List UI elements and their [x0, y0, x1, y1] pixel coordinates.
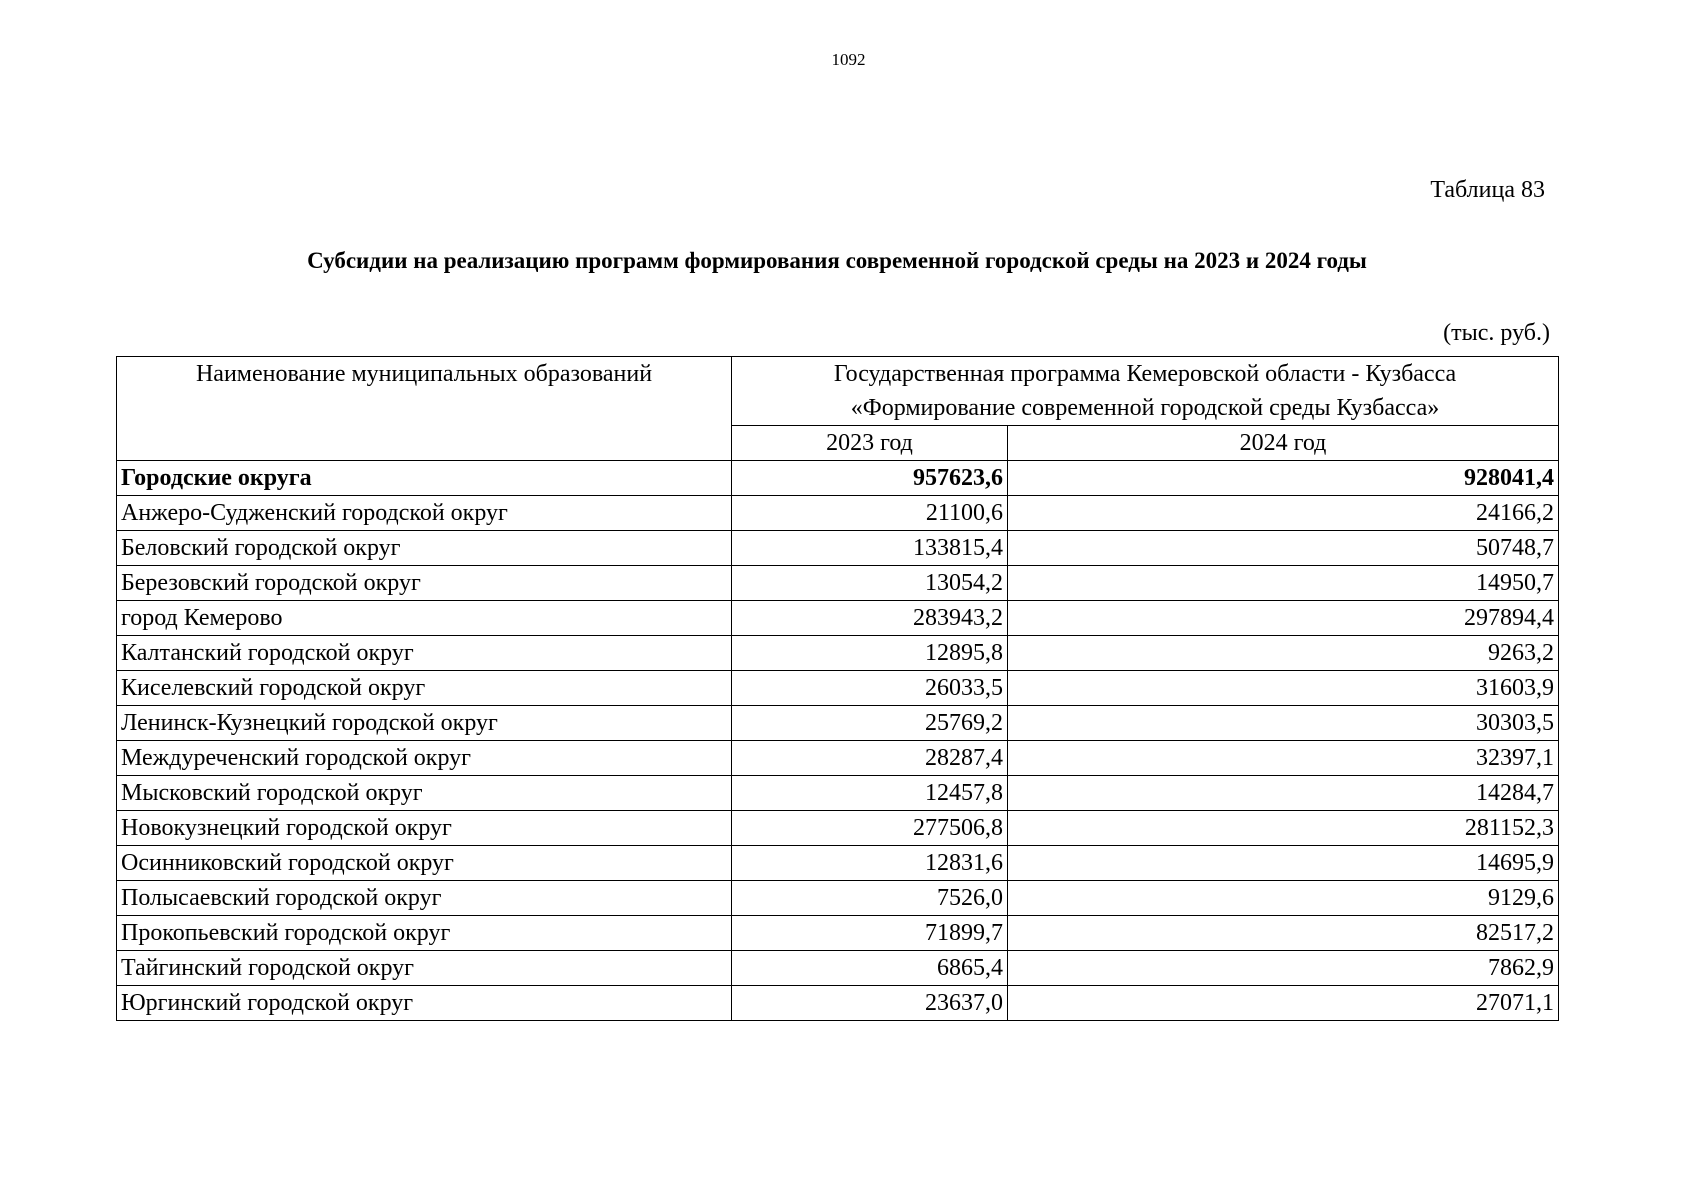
units-label: (тыс. руб.) — [1443, 320, 1550, 346]
value-2024-cell: 24166,2 — [1008, 496, 1559, 531]
value-2023-cell: 12457,8 — [732, 776, 1008, 811]
municipality-name-cell: Юргинский городской округ — [117, 986, 732, 1021]
table-row — [117, 671, 1559, 706]
header-year-2023: 2023 год — [732, 426, 1008, 461]
header-municipality-name — [117, 357, 732, 461]
municipality-name-cell: город Кемерово — [117, 601, 732, 636]
municipality-name-cell: Осинниковский городской округ — [117, 846, 732, 881]
header-row-program — [117, 357, 1559, 426]
header-name-text: Наименование муниципальных образований — [195, 361, 653, 387]
municipality-name-cell: Анжеро-Судженский городской округ — [117, 496, 732, 531]
table-row — [117, 706, 1559, 741]
value-2023-cell: 12831,6 — [732, 846, 1008, 881]
value-2023-cell: 6865,4 — [732, 951, 1008, 986]
value-2024-cell: 82517,2 — [1008, 916, 1559, 951]
value-2024-cell: 7862,9 — [1008, 951, 1559, 986]
header-program-line2: «Формирование современной городской среды Кузбасса» — [850, 395, 1440, 421]
table-row — [117, 461, 1559, 496]
header-year-2024: 2024 год — [1008, 426, 1559, 461]
value-2023-cell: 12895,8 — [732, 636, 1008, 671]
municipality-name-cell: Калтанский городской округ — [117, 636, 732, 671]
table-body — [117, 461, 1559, 1021]
value-2024-cell: 14950,7 — [1008, 566, 1559, 601]
value-2023-cell: 71899,7 — [732, 916, 1008, 951]
header-program — [732, 357, 1559, 426]
value-2024-cell: 9263,2 — [1008, 636, 1559, 671]
value-2023-cell: 21100,6 — [732, 496, 1008, 531]
table-row — [117, 811, 1559, 846]
value-2024-cell: 14695,9 — [1008, 846, 1559, 881]
municipality-name-cell: Ленинск-Кузнецкий городской округ — [117, 706, 732, 741]
value-2024-cell: 14284,7 — [1008, 776, 1559, 811]
value-2024-cell: 32397,1 — [1008, 741, 1559, 776]
municipality-name-cell: Прокопьевский городской округ — [117, 916, 732, 951]
value-2024-cell: 281152,3 — [1008, 811, 1559, 846]
value-2023-cell: 23637,0 — [732, 986, 1008, 1021]
municipality-name-cell: Междуреченский городской округ — [117, 741, 732, 776]
table-row — [117, 916, 1559, 951]
table-row — [117, 951, 1559, 986]
table-row — [117, 566, 1559, 601]
value-2024-cell: 30303,5 — [1008, 706, 1559, 741]
value-2023-cell: 26033,5 — [732, 671, 1008, 706]
header-program-line1: Государственная программа Кемеровской области - Кузбасса — [833, 361, 1457, 387]
table-row — [117, 636, 1559, 671]
table-row — [117, 531, 1559, 566]
value-2023-cell: 277506,8 — [732, 811, 1008, 846]
municipality-name-cell: Березовский городской округ — [117, 566, 732, 601]
table-row — [117, 881, 1559, 916]
table-row — [117, 601, 1559, 636]
table-row — [117, 846, 1559, 881]
municipality-name-cell: Беловский городской округ — [117, 531, 732, 566]
value-2024-cell: 928041,4 — [1008, 461, 1559, 496]
value-2023-cell: 133815,4 — [732, 531, 1008, 566]
value-2023-cell: 13054,2 — [732, 566, 1008, 601]
municipality-name-cell: Новокузнецкий городской округ — [117, 811, 732, 846]
table-row — [117, 776, 1559, 811]
value-2024-cell: 31603,9 — [1008, 671, 1559, 706]
value-2024-cell: 50748,7 — [1008, 531, 1559, 566]
municipality-name-cell: Киселевский городской округ — [117, 671, 732, 706]
value-2023-cell: 28287,4 — [732, 741, 1008, 776]
municipality-name-cell: Полысаевский городской округ — [117, 881, 732, 916]
document-title: Субсидии на реализацию программ формирования современной городской среды на 2023 и 2024 годы — [307, 248, 1367, 273]
table-row — [117, 741, 1559, 776]
table-row — [117, 986, 1559, 1021]
municipality-name-cell: Мысковский городской округ — [117, 776, 732, 811]
value-2024-cell: 27071,1 — [1008, 986, 1559, 1021]
value-2023-cell: 7526,0 — [732, 881, 1008, 916]
value-2023-cell: 957623,6 — [732, 461, 1008, 496]
value-2023-cell: 25769,2 — [732, 706, 1008, 741]
subsidies-table — [116, 356, 1559, 1021]
table-label: Таблица 83 — [1430, 177, 1545, 203]
value-2023-cell: 283943,2 — [732, 601, 1008, 636]
value-2024-cell: 9129,6 — [1008, 881, 1559, 916]
value-2024-cell: 297894,4 — [1008, 601, 1559, 636]
municipality-name-cell: Тайгинский городской округ — [117, 951, 732, 986]
page-number: 1092 — [831, 50, 866, 69]
table-row — [117, 496, 1559, 531]
municipality-name-cell: Городские округа — [117, 461, 732, 496]
